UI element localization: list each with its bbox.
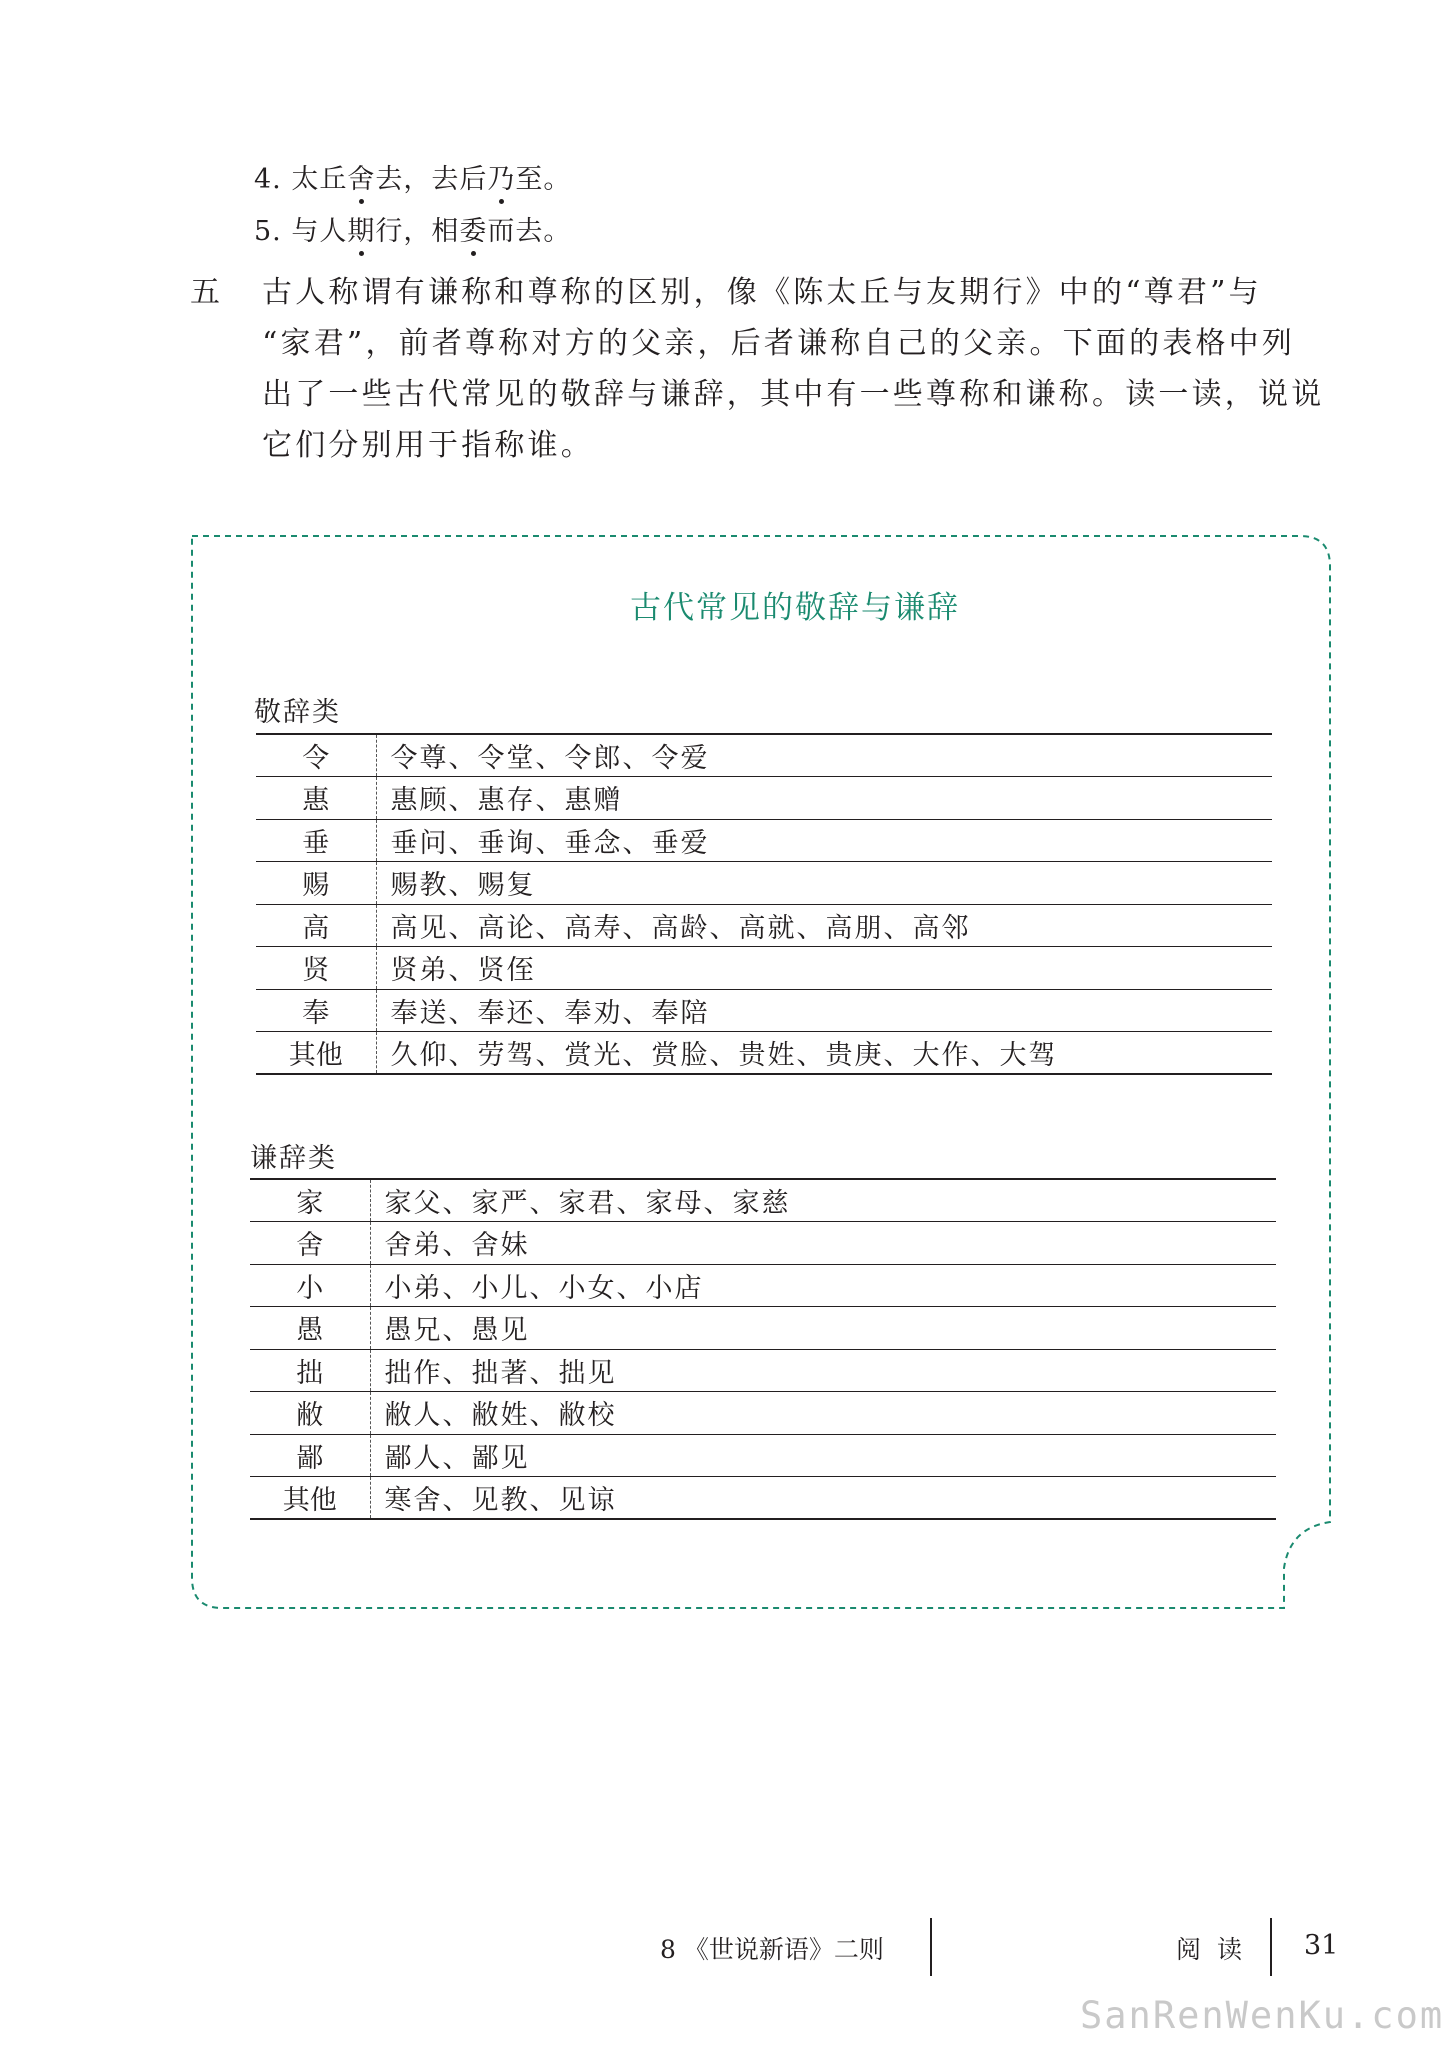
words-cell: 拙作、拙著、拙见: [370, 1349, 1276, 1392]
humble-table: [250, 1178, 1276, 1520]
words-cell: 愚兄、愚见: [370, 1307, 1276, 1350]
table-row: [250, 1264, 1276, 1307]
prefix-cell: 敝: [250, 1392, 370, 1435]
table-row: [250, 1349, 1276, 1392]
prefix-cell: 舍: [250, 1222, 370, 1265]
item-text: 太丘: [291, 164, 348, 195]
question-line: “家君”，前者尊称对方的父亲，后者谦称自己的父亲。下面的表格中列: [262, 326, 1296, 361]
words-cell: 舍弟、舍妹: [370, 1222, 1276, 1265]
prefix-cell: 令: [256, 734, 376, 777]
table-row: [250, 1434, 1276, 1477]
words-cell: 寒舍、见教、见谅: [370, 1477, 1276, 1520]
words-cell: 小弟、小儿、小女、小店: [370, 1264, 1276, 1307]
table-row: [256, 1032, 1272, 1075]
table-row: [256, 734, 1272, 777]
table-row: [250, 1222, 1276, 1265]
question-line: 它们分别用于指称谁。: [262, 428, 594, 463]
table-row: [250, 1179, 1276, 1222]
item-text: 与人: [291, 216, 348, 247]
table-row: [256, 777, 1272, 820]
watermark-text: SanRenWenKu.com: [1080, 1994, 1445, 2037]
item-text: 行，相: [375, 216, 460, 247]
page-number: 31: [1304, 1930, 1339, 1961]
prefix-cell: 惠: [256, 777, 376, 820]
humble-label: 谦辞类: [250, 1143, 337, 1174]
table-row: [250, 1477, 1276, 1520]
prefix-cell: 其他: [256, 1032, 376, 1075]
words-cell: 久仰、劳驾、赏光、赏脸、贵姓、贵庚、大作、大驾: [376, 1032, 1272, 1075]
emphasis-dot-char: 乃: [487, 157, 515, 196]
item-number: 5.: [254, 216, 282, 247]
words-cell: 鄙人、鄙见: [370, 1434, 1276, 1477]
prefix-cell: 小: [250, 1264, 370, 1307]
footer-divider: [1270, 1918, 1272, 1976]
footer-section: 阅 读: [1176, 1935, 1246, 1964]
table-row: [250, 1307, 1276, 1350]
prefix-cell: 赐: [256, 862, 376, 905]
words-cell: 家父、家严、家君、家母、家慈: [370, 1179, 1276, 1222]
footer-lesson-title: 8 《世说新语》二则: [660, 1935, 884, 1964]
words-cell: 令尊、令堂、令郎、令爱: [376, 734, 1272, 777]
table-row: [256, 862, 1272, 905]
item-text: 至。: [515, 164, 572, 195]
emphasis-dot-char: 期: [347, 209, 375, 248]
words-cell: 惠顾、惠存、惠赠: [376, 777, 1272, 820]
words-cell: 垂问、垂询、垂念、垂爱: [376, 819, 1272, 862]
prefix-cell: 拙: [250, 1349, 370, 1392]
prefix-cell: 高: [256, 904, 376, 947]
emphasis-dot-char: 舍: [347, 157, 375, 196]
item-number: 4.: [254, 164, 282, 195]
table-row: [256, 989, 1272, 1032]
words-cell: 贤弟、贤侄: [376, 947, 1272, 990]
emphasis-dot-char: 委: [459, 209, 487, 248]
honorific-table: [256, 733, 1272, 1075]
footer-divider: [930, 1918, 932, 1976]
prefix-cell: 鄙: [250, 1434, 370, 1477]
prefix-cell: 家: [250, 1179, 370, 1222]
table-row: [250, 1392, 1276, 1435]
words-cell: 赐教、赐复: [376, 862, 1272, 905]
words-cell: 奉送、奉还、奉劝、奉陪: [376, 989, 1272, 1032]
table-row: [256, 947, 1272, 990]
table-title: 古代常见的敬辞与谦辞: [630, 590, 960, 626]
question-number: 五: [190, 275, 220, 310]
prefix-cell: 贤: [256, 947, 376, 990]
honorific-label: 敬辞类: [254, 697, 341, 728]
question-line: 古人称谓有谦称和尊称的区别，像《陈太丘与友期行》中的“尊君”与: [262, 275, 1262, 310]
item-text: 去，去后: [375, 164, 488, 195]
table-row: [256, 904, 1272, 947]
prefix-cell: 垂: [256, 819, 376, 862]
words-cell: 敝人、敝姓、敝校: [370, 1392, 1276, 1435]
prefix-cell: 愚: [250, 1307, 370, 1350]
words-cell: 高见、高论、高寿、高龄、高就、高朋、高邻: [376, 904, 1272, 947]
question-line: 出了一些古代常见的敬辞与谦辞，其中有一些尊称和谦称。读一读，说说: [262, 377, 1325, 412]
prefix-cell: 其他: [250, 1477, 370, 1520]
prefix-cell: 奉: [256, 989, 376, 1032]
item-text: 而去。: [487, 216, 572, 247]
table-row: [256, 819, 1272, 862]
